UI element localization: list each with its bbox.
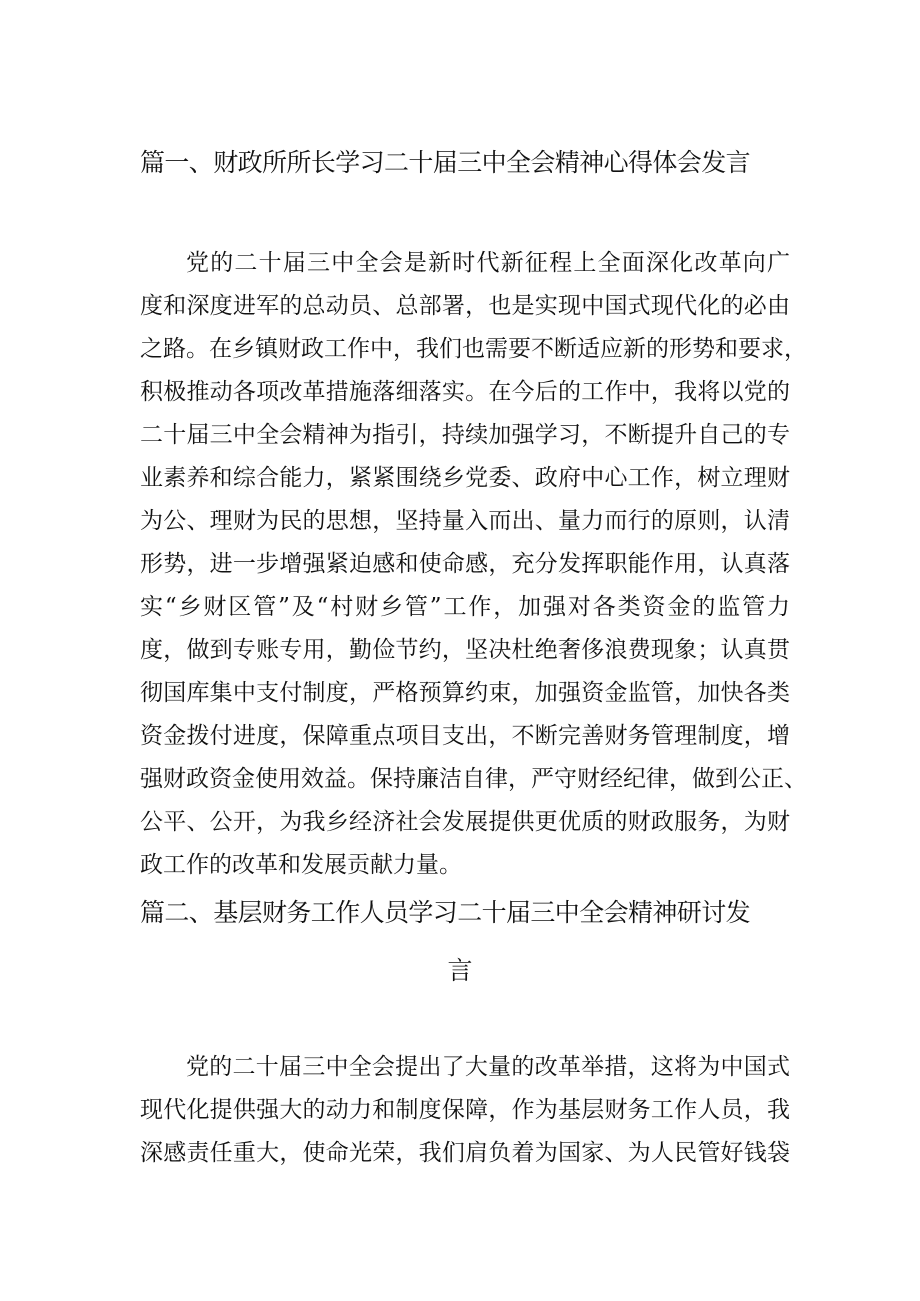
body-line: 强财政资金使用效益。保持廉洁自律，严守财经纪律，做到公正、 bbox=[140, 766, 807, 792]
body-line: 业素养和综合能力，紧紧围绕乡党委、政府中心工作，树立理财 bbox=[140, 465, 790, 491]
section-2-title-line-2: 言 bbox=[447, 956, 473, 985]
body-line: 深感责任重大，使命光荣，我们肩负着为国家、为人民管好钱袋 bbox=[140, 1140, 790, 1166]
body-line: 为公、理财为民的思想，坚持量入而出、量力而行的原则，认清 bbox=[140, 508, 790, 534]
section-2-title-line-1: 篇二、基层财务工作人员学习二十届三中全会精神研讨发 bbox=[140, 898, 751, 927]
body-line: 度，做到专账专用，勤俭节约，坚决杜绝奢侈浪费现象；认真贯 bbox=[140, 637, 790, 663]
body-line: 实“乡财区管”及“村财乡管”工作，加强对各类资金的监管力 bbox=[140, 594, 790, 620]
body-line: 积极推动各项改革措施落细落实。在今后的工作中，我将以党的 bbox=[140, 379, 790, 405]
body-line: 二十届三中全会精神为指引，持续加强学习，不断提升自己的专 bbox=[140, 422, 790, 448]
body-line: 现代化提供强大的动力和制度保障，作为基层财务工作人员，我 bbox=[140, 1097, 790, 1123]
body-line: 党的二十届三中全会是新时代新征程上全面深化改革向广 bbox=[186, 250, 790, 276]
body-line: 资金拨付进度，保障重点项目支出，不断完善财务管理制度，增 bbox=[140, 723, 790, 749]
body-line: 党的二十届三中全会提出了大量的改革举措，这将为中国式 bbox=[186, 1054, 790, 1080]
section-2-body bbox=[140, 1046, 790, 1175]
body-line: 公平、公开，为我乡经济社会发展提供更优质的财政服务，为财 bbox=[140, 809, 790, 835]
section-1-title: 篇一、财政所所长学习二十届三中全会精神心得体会发言 bbox=[140, 148, 751, 177]
body-line: 形势，进一步增强紧迫感和使命感，充分发挥职能作用，认真落 bbox=[140, 551, 790, 577]
body-line: 之路。在乡镇财政工作中，我们也需要不断适应新的形势和要求， bbox=[140, 336, 807, 362]
section-1-body bbox=[140, 242, 807, 887]
body-line: 度和深度进军的总动员、总部署，也是实现中国式现代化的必由 bbox=[140, 293, 790, 319]
body-line: 政工作的改革和发展贡献力量。 bbox=[140, 852, 462, 878]
body-line: 彻国库集中支付制度，严格预算约束，加强资金监管，加快各类 bbox=[140, 680, 790, 706]
